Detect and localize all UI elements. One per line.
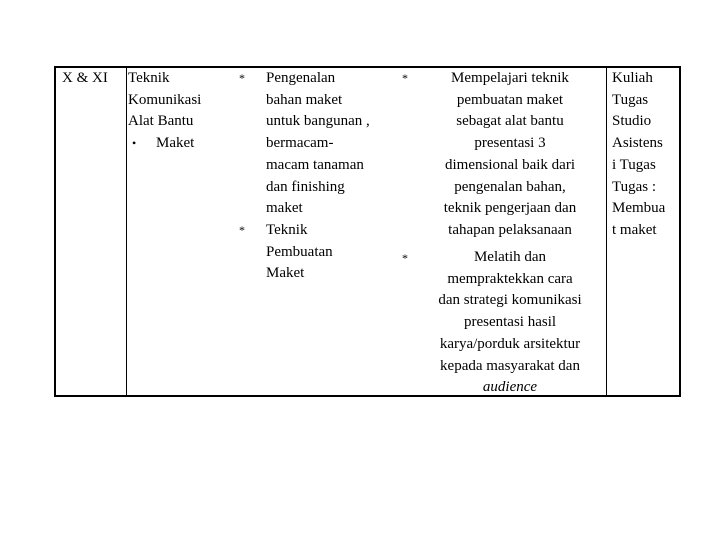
material-line: dan finishing [266,178,345,195]
material-item-2 [266,220,333,285]
objective-line-italic: audience [482,379,538,396]
activity-line: Tugas [612,91,649,108]
curriculum-table [54,66,681,397]
objective-line: dimensional baik dari [445,156,575,173]
material-line: Pengenalan [266,70,336,86]
activity-line: Membua [612,200,666,217]
objective-line: kepada masyarakat dan [440,357,580,374]
material-line: maket [266,200,303,217]
objective-item-2 [416,247,604,399]
asterisk-marker: * [239,223,245,237]
material-line: Pembuatan [266,243,333,260]
objective-line: pembuatan maket [456,91,564,108]
material-item-1 [266,68,370,220]
objective-line: teknik pengerjaan dan [443,200,577,217]
objective-line: pengenalan bahan, [454,178,566,195]
subject-title-line: Teknik [128,70,170,86]
subject-item-label: Maket [156,135,195,152]
activity-cell [612,68,665,242]
objective-line: karya/porduk arsitektur [439,335,581,352]
column-divider [606,68,607,395]
objective-line: Mempelajari teknik [451,70,569,86]
subject-title-line: Alat Bantu [128,113,194,130]
asterisk-marker: * [239,71,245,85]
grade-label: X & XI [62,70,108,86]
subject-cell [128,68,201,155]
material-line: bahan maket [266,91,343,108]
material-line: macam tanaman [266,156,364,173]
objective-line: tahapan pelaksanaan [448,221,572,238]
objective-line: dan strategi komunikasi [438,292,582,309]
activity-line: i Tugas [612,156,656,173]
activity-line: Tugas : [612,178,657,195]
material-line: bermacam- [266,135,334,152]
objective-item-1 [416,68,604,242]
activity-line: Kuliah [612,70,653,86]
bullet-icon: • [132,136,137,151]
objective-line: Melatih dan [473,249,547,265]
asterisk-marker: * [402,251,408,265]
material-line: Maket [266,265,305,282]
subject-title-line: Komunikasi [128,91,202,108]
activity-line: t maket [612,221,657,238]
material-line: untuk bangunan , [266,113,370,130]
activity-line: Studio [612,113,652,130]
subject-list-item [128,133,201,155]
grade-cell [62,68,108,90]
objective-line: presentasi hasil [463,314,557,331]
asterisk-marker: * [402,71,408,85]
objective-line: presentasi 3 [474,135,546,152]
activity-line: Asistens [612,135,663,152]
objective-line: sebagat alat bantu [456,113,564,130]
objective-line: mempraktekkan cara [447,270,573,287]
material-line: Teknik [266,222,308,238]
column-divider [126,68,127,395]
